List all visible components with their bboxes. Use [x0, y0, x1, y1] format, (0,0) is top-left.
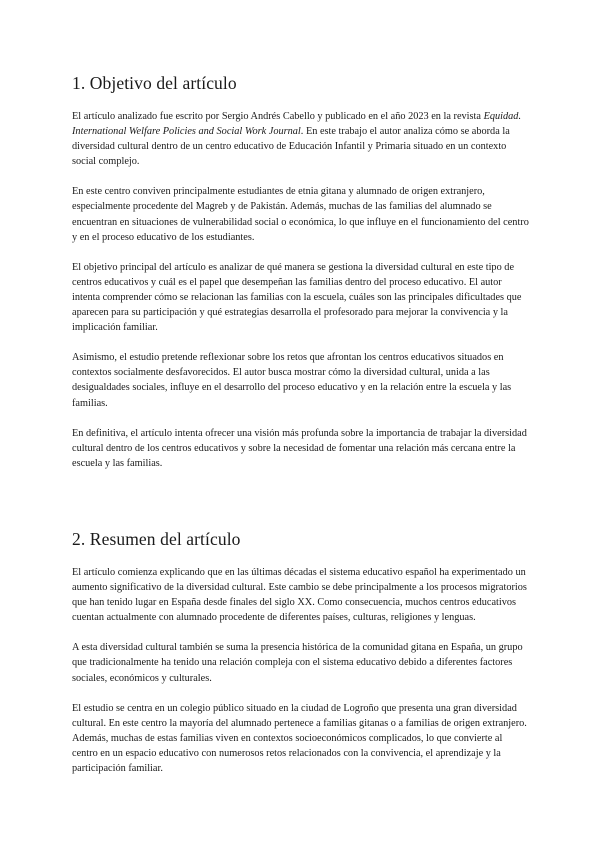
paragraph: En este centro conviven principalmente estudiantes de etnia gitana y alumnado de origen extranjero, especialmente procedente del Magreb y de Pakistán. Además, muchas de las familias del alumnado se encuentran en situaciones de vulnerabilidad social o económica, lo que influye en el funcionamiento del centro y en el proceso educativo de los estudiantes.	[72, 186, 529, 243]
paragraph: El objetivo principal del artículo es analizar de qué manera se gestiona la diversidad cultural en este tipo de centros educativos y cuál es el papel que desempeñan las familias dentro del proceso educativo. El autor intenta comprender cómo se relacionan las familias con la escuela, cuáles son las principales dificultades que aparecen para su participación y qué estrategias desarrolla el profesorado para mejorar la convivencia y la implicación familiar.	[72, 261, 522, 334]
paragraph-text: El artículo analizado fue escrito por Sergio Andrés Cabello y publicado en el año 2023 en la revista	[72, 111, 484, 122]
paragraph: A esta diversidad cultural también se suma la presencia histórica de la comunidad gitana en España, un grupo que tradicionalmente ha tenido una relación compleja con el sistema educativo debido a diferentes factores sociales, económicos y culturales.	[72, 642, 523, 684]
section-resumen	[72, 528, 530, 791]
paragraph: Asimismo, el estudio pretende reflexionar sobre los retos que afrontan los centros educativos situados en contextos socialmente desfavorecidos. El autor busca mostrar cómo la diversidad cultural, unida a las desigualdades sociales, influye en el desarrollo del proceso educativo y en la relación entre la escuela y las familias.	[72, 352, 512, 409]
paragraph: El artículo comienza explicando que en las últimas décadas el sistema educativo español ha experimentado un aumento significativo de la diversidad cultural. Este cambio se debe principalmente a los procesos migratorios que han tenido lugar en España desde finales del siglo XX. Como consecuencia, muchos centros educativos cuentan actualmente con alumnado procedente de diferentes países, culturas, religiones y lenguas.	[72, 567, 527, 624]
section-heading: 2. Resumen del artículo	[72, 529, 241, 549]
paragraph	[72, 109, 530, 169]
paragraph-text: . En este trabajo el autor analiza cómo se aborda la diversidad cultural dentro de un centro educativo de Educación Infantil y Primaria situado en un contexto social complejo.	[72, 126, 510, 168]
paragraph: En definitiva, el artículo intenta ofrecer una visión más profunda sobre la importancia de trabajar la diversidad cultural dentro de los centros educativos y sobre la necesidad de fomentar una relación más cercana entre la escuela y las familias.	[72, 427, 527, 469]
paragraph: El estudio se centra en un colegio público situado en la ciudad de Logroño que presenta una gran diversidad cultural. En este centro la mayoría del alumnado pertenece a familias gitanas o a familias de origen extranjero. Además, muchas de estas familias viven en contextos socioeconómicos complicados, lo que convierte al centro en un espacio educativo con numerosos retos relacionados con la convivencia, el aprendizaje y la participación familiar.	[72, 702, 527, 775]
section-heading: 1. Objetivo del artículo	[72, 73, 237, 93]
section-objetivo	[72, 72, 530, 486]
journal-title: Equidad. International Welfare Policies and Social Work Journal	[72, 111, 522, 138]
